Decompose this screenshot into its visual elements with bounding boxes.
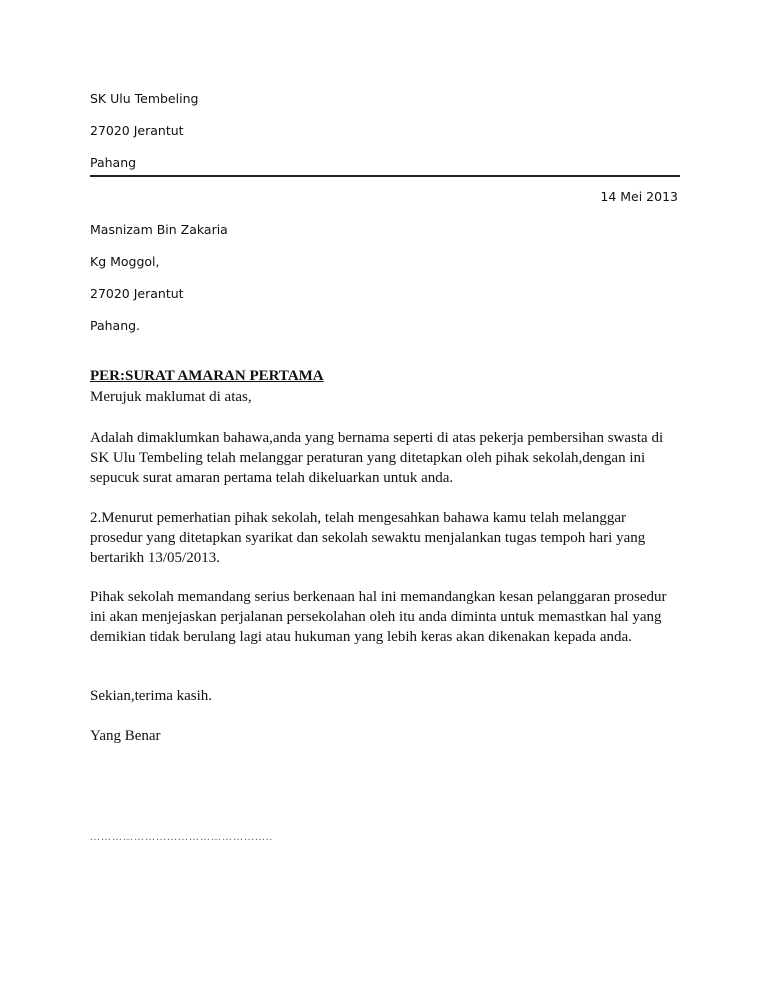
sender-postcode-town: 27020 Jerantut — [90, 123, 184, 138]
sender-state: Pahang — [90, 155, 137, 170]
paragraph-3: Pihak sekolah memandang serius berkenaan hal ini memandangkan kesan pelanggaran prosedur ini akan menjejaskan perjalanan persekolahan oleh itu anda diminta untuk memastkan hal yang demikian tidak berulang lagi atau hukuman yang lebih keras akan dikenakan kepada anda. — [90, 589, 667, 645]
closing-line: Sekian,terima kasih. — [90, 688, 213, 704]
letter-subject: PER:SURAT AMARAN PERTAMA — [90, 368, 324, 384]
letter-date: 14 Mei 2013 — [600, 189, 678, 204]
paragraph-2: 2.Menurut pemerhatian pihak sekolah, telah mengesahkan bahawa kamu telah melanggar prosedur yang ditetapkan syarikat dan sekolah sewaktu menjalankan tugas tempoh hari yang bertarikh 13/05/2013. — [90, 510, 646, 566]
recipient-state: Pahang. — [90, 318, 141, 333]
header-divider — [90, 175, 680, 177]
signature-line: ………………………………………….. — [90, 832, 273, 843]
signoff-line: Yang Benar — [90, 728, 161, 744]
recipient-village: Kg Moggol, — [90, 254, 160, 269]
paragraph-1: Adalah dimaklumkan bahawa,anda yang bernama seperti di atas pekerja pembersihan swasta di SK Ulu Tembeling telah melanggar peraturan yang ditetapkan oleh pihak sekolah,dengan ini sepucuk surat amaran pertama telah dikeluarkan untuk anda. — [90, 430, 664, 486]
recipient-name: Masnizam Bin Zakaria — [90, 222, 228, 237]
recipient-postcode-town: 27020 Jerantut — [90, 286, 184, 301]
sender-name: SK Ulu Tembeling — [90, 91, 199, 106]
reference-line: Merujuk maklumat di atas, — [90, 389, 252, 405]
